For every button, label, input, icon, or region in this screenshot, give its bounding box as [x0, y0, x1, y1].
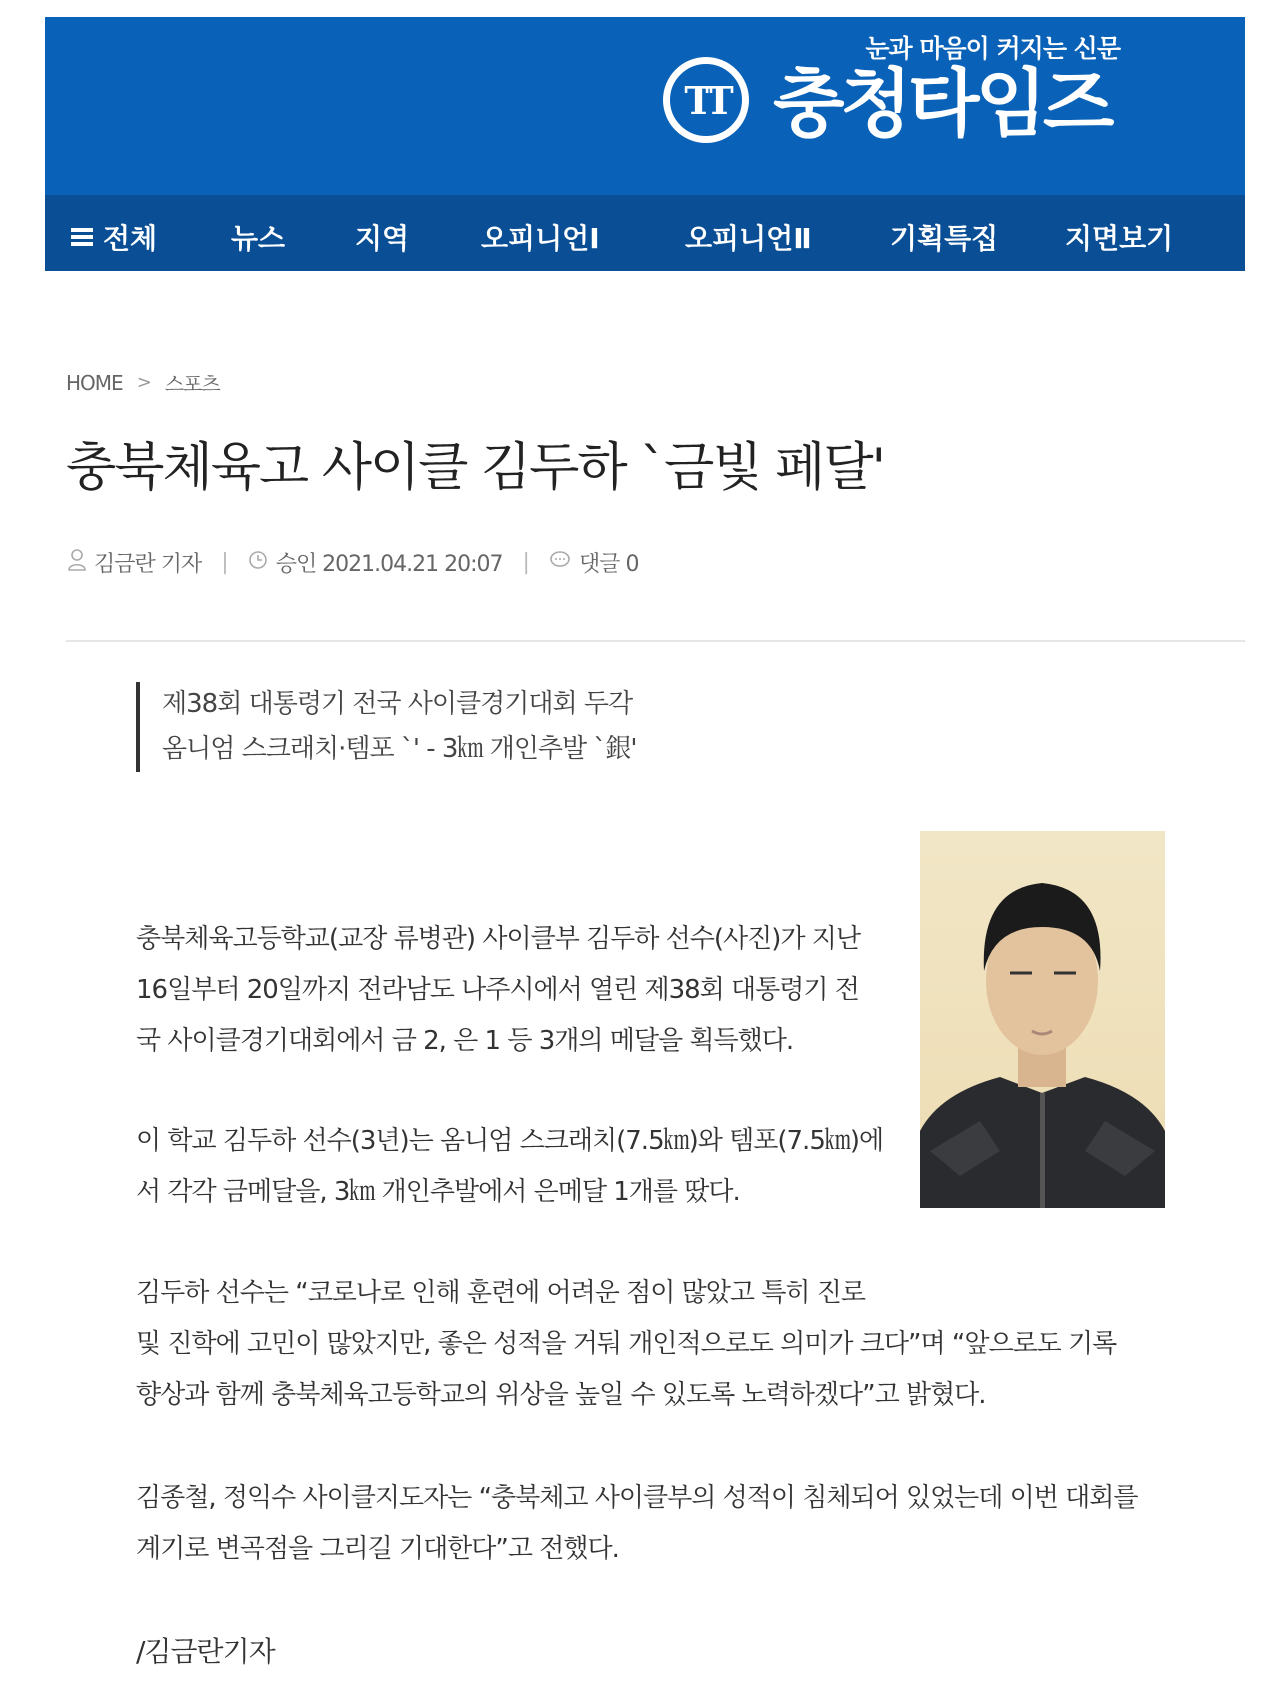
- nav-item-opinion-1[interactable]: 오피니언Ⅰ: [481, 222, 600, 255]
- paragraph-line: 계기로 변곡점을 그리길 기대한다”고 전했다.: [136, 1534, 619, 1564]
- article-subtitle: [136, 682, 637, 772]
- meta-divider: |: [522, 550, 529, 575]
- nav-item-special[interactable]: 기획특집: [890, 222, 999, 255]
- article-paragraph: [136, 1268, 1116, 1421]
- athlete-photo[interactable]: [920, 831, 1165, 1208]
- paragraph-line: 김종철, 정익수 사이클지도자는 “충북체고 사이클부의 성적이 침체되어 있었는데 이번 대회를: [136, 1483, 1138, 1513]
- paragraph-line: 16일부터 20일까지 전라남도 나주시에서 열린 제38회 대통령기 전: [136, 975, 859, 1005]
- chevron-right-icon: >: [136, 372, 151, 393]
- paragraph-line: 향상과 함께 충북체육고등학교의 위상을 높일 수 있도록 노력하겠다”고 밝혔다.: [136, 1380, 986, 1410]
- comment-icon: [549, 550, 571, 575]
- nav-item-all[interactable]: [71, 217, 157, 257]
- breadcrumb: [66, 368, 220, 397]
- meta-divider: |: [221, 550, 228, 575]
- author-name: 김금란 기자: [94, 552, 202, 577]
- article-paragraph: [136, 1116, 883, 1218]
- tagline: 눈과 마음이 커지는 신문: [865, 34, 1120, 63]
- article-byline: /김금란기자: [136, 1635, 275, 1668]
- breadcrumb-section[interactable]: 스포츠: [164, 372, 220, 396]
- nav-item-region[interactable]: 지역: [355, 222, 410, 255]
- clock-icon: [248, 550, 268, 575]
- article-meta: [68, 547, 638, 578]
- article-title: 충북체육고 사이클 김두하 `금빛 페달': [66, 438, 884, 498]
- paragraph-line: 김두하 선수는 “코로나로 인해 훈련에 어려운 점이 많았고 특히 진로: [136, 1278, 865, 1308]
- subtitle-line: 옴니엄 스크래치·템포 `' - 3㎞ 개인추발 `銀': [162, 734, 637, 764]
- breadcrumb-home[interactable]: HOME: [66, 370, 123, 395]
- approved-time: 승인 2021.04.21 20:07: [275, 552, 503, 577]
- comment-count-link[interactable]: 댓글 0: [578, 552, 639, 577]
- paragraph-line: 이 학교 김두하 선수(3년)는 옴니엄 스크래치(7.5㎞)와 템포(7.5㎞)에: [136, 1126, 884, 1156]
- article-paragraph: [136, 1473, 1138, 1575]
- nav-item-label: 전체: [103, 222, 158, 255]
- hamburger-icon: [71, 228, 93, 246]
- paragraph-line: 충북체육고등학교(교장 류병관) 사이클부 김두하 선수(사진)가 지난: [136, 924, 861, 954]
- user-icon: [68, 549, 86, 576]
- paragraph-line: 국 사이클경기대회에서 금 2, 은 1 등 3개의 메달을 획득했다.: [136, 1026, 794, 1056]
- masthead: [45, 17, 1245, 195]
- logo-mark-icon[interactable]: [663, 57, 749, 143]
- nav-item-news[interactable]: 뉴스: [231, 222, 286, 255]
- nav-item-opinion-2[interactable]: 오피니언Ⅱ: [685, 222, 812, 255]
- header-divider: [66, 640, 1245, 642]
- article-paragraph: [136, 914, 860, 1067]
- nav-item-paper-view[interactable]: 지면보기: [1065, 222, 1174, 255]
- paragraph-line: 및 진학에 고민이 많았지만, 좋은 성적을 거둬 개인적으로도 의미가 크다”며 “앞으로도 기록: [136, 1329, 1117, 1359]
- paragraph-line: 서 각각 금메달을, 3㎞ 개인추발에서 은메달 1개를 땄다.: [136, 1177, 740, 1207]
- subtitle-line: 제38회 대통령기 전국 사이클경기대회 두각: [162, 689, 633, 719]
- site-logo[interactable]: 충청타임즈: [773, 61, 1111, 147]
- main-nav: [45, 195, 1245, 271]
- logo-mark-text: TT: [684, 77, 728, 123]
